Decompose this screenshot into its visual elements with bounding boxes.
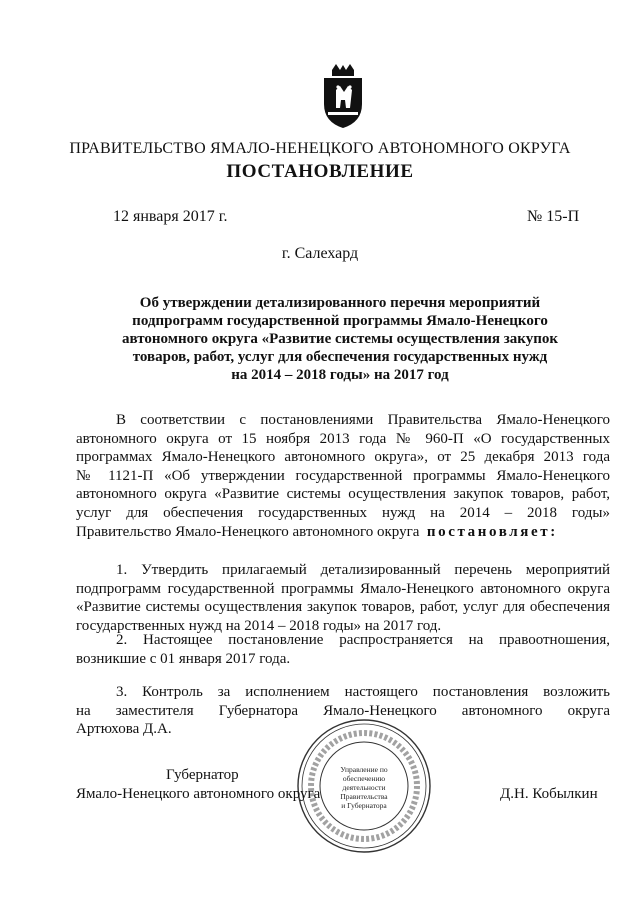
paragraph-line: 2. Настоящее постановление распространяется на правоотношения,: [116, 632, 610, 648]
paragraph-line: подпрограмм государственной программы Ямало-Ненецкого автономного округа: [76, 580, 610, 597]
paragraph-line: возникшие с 01 января 2017 года.: [76, 650, 291, 667]
decree-subject: Правительство Ямало-Ненецкого автономного округа: [76, 523, 420, 540]
paragraph-line: «Развитие системы осуществления закупок товаров, работ, услуг для обеспечения: [76, 599, 610, 616]
paragraph-line: 3. Контроль за исполнением настоящего постановления возложить: [116, 684, 610, 700]
subject-line: подпрограмм государственной программы Ямало-Ненецкого: [132, 313, 548, 329]
document-number: № 15-П: [527, 208, 580, 225]
signatory-title: Губернатор: [166, 767, 239, 783]
government-name: ПРАВИТЕЛЬСТВО ЯМАЛО-НЕНЕЦКОГО АВТОНОМНОГО ОКРУГА: [69, 140, 571, 157]
paragraph-line: программах Ямало-Ненецкого автономного округа», от 25 декабря 2013 года: [76, 449, 610, 466]
seal-line: деятельности: [342, 783, 386, 792]
signatory-name: Д.Н. Кобылкин: [500, 786, 598, 802]
signatory-region: Ямало-Ненецкого автономного округа: [76, 786, 321, 802]
subject-line: Об утверждении детализированного перечня мероприятий: [139, 295, 541, 311]
seal-inner-text: [320, 765, 408, 810]
subject-line: автономного округа «Развитие системы осуществления закупок: [121, 331, 559, 347]
subject-line: на 2014 – 2018 годы» на 2017 год: [231, 367, 449, 383]
clause-2: [76, 631, 610, 668]
paragraph-line: 1. Утвердить прилагаемый детализированный перечень мероприятий: [116, 562, 610, 578]
preamble-paragraph: [76, 411, 610, 541]
seal-line: Управление по: [340, 765, 388, 774]
paragraph-line: услуг для обеспечения государственных нужд на 2014 – 2018 годы»: [76, 504, 610, 521]
document-type: ПОСТАНОВЛЕНИЕ: [226, 161, 414, 182]
paragraph-line: № 1121-П «Об утверждении государственной программы Ямало-Ненецкого: [76, 467, 610, 484]
clause-1: [76, 561, 610, 635]
paragraph-line: В соответствии с постановлениями Правительства Ямало-Ненецкого: [116, 412, 610, 428]
seal-line: и Губернатора: [341, 801, 387, 810]
document-subject: [100, 294, 580, 384]
paragraph-line: [76, 523, 610, 542]
coat-of-arms-icon: [316, 62, 370, 130]
paragraph-line: государственных нужд на 2014 – 2018 годы» на 2017 год.: [76, 617, 442, 634]
paragraph-line: автономного округа от 15 ноября 2013 года № 960-П «О государственных: [76, 430, 610, 447]
subject-line: товаров, работ, услуг для обеспечения государственных нужд: [132, 349, 548, 365]
document-city: г. Салехард: [281, 245, 359, 262]
paragraph-line: на заместителя Губернатора Ямало-Ненецкого автономного округа: [76, 702, 610, 719]
document-date: 12 января 2017 г.: [113, 208, 228, 225]
decree-word: постановляет:: [426, 523, 558, 540]
paragraph-line: автономного округа «Развитие системы осуществления закупок товаров, работ,: [76, 486, 610, 503]
seal-line: Правительства: [340, 792, 388, 801]
seal-line: обеспечению: [342, 774, 386, 783]
paragraph-line: Артюхова Д.А.: [76, 721, 172, 738]
